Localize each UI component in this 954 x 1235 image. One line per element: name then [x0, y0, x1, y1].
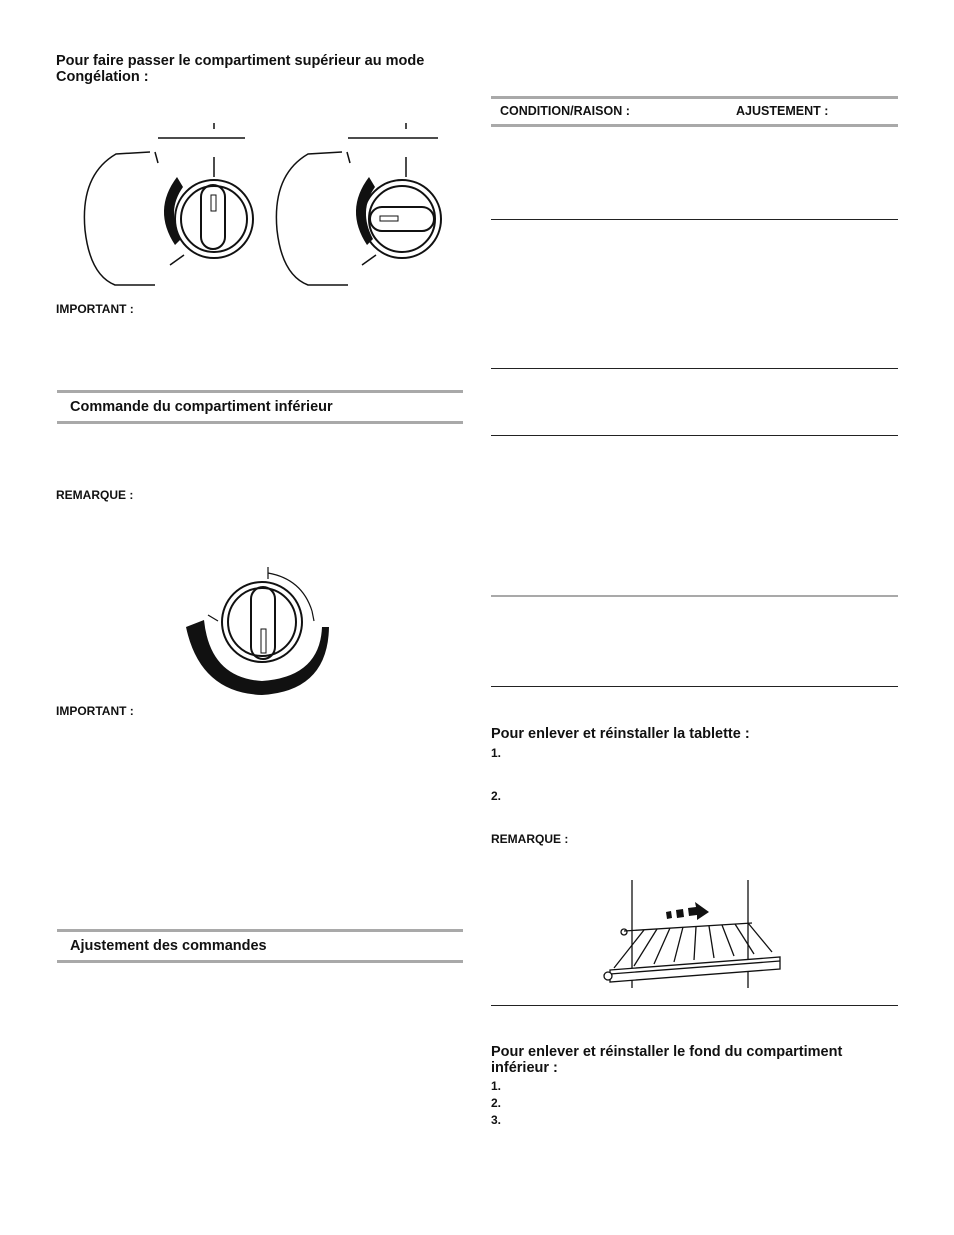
lower-control-dial-figure — [180, 565, 340, 700]
floor-heading-line2: inférieur : — [491, 1060, 558, 1076]
important-label-2: IMPORTANT : — [56, 704, 134, 718]
freeze-heading-line2: Congélation : — [56, 69, 149, 85]
adjustment-header: AJUSTEMENT : — [736, 104, 829, 118]
lower-control-title: Commande du compartiment inférieur — [70, 399, 333, 415]
upper-control-dials-figure — [80, 115, 450, 290]
important-label-1: IMPORTANT : — [56, 302, 134, 316]
table-row-divider — [491, 368, 898, 369]
adjust-section-bar — [57, 929, 463, 963]
table-bottom-rule — [491, 686, 898, 687]
shelf-step-1: 1. — [491, 746, 502, 760]
remarque-label-1: REMARQUE : — [56, 488, 134, 502]
condition-header: CONDITION/RAISON : — [500, 104, 630, 118]
shelf-heading: Pour enlever et réinstaller la tablette : — [491, 726, 750, 742]
adjustment-table-header — [491, 96, 898, 127]
lower-control-section-bar — [57, 390, 463, 424]
freeze-heading — [56, 53, 424, 85]
remarque-label-2: REMARQUE : — [491, 832, 569, 846]
adjust-title: Ajustement des commandes — [70, 938, 267, 954]
table-row-divider — [491, 435, 898, 436]
freeze-heading-line1: Pour faire passer le compartiment supérieur au mode — [56, 53, 425, 69]
table-row-divider — [491, 595, 898, 597]
floor-step-1: 1. — [491, 1079, 502, 1093]
table-row-divider — [491, 219, 898, 220]
floor-heading — [491, 1044, 842, 1076]
floor-heading-line1: Pour enlever et réinstaller le fond du compartiment — [491, 1044, 843, 1060]
floor-step-3: 3. — [491, 1113, 502, 1127]
floor-step-2: 2. — [491, 1096, 502, 1110]
shelf-step-2: 2. — [491, 789, 502, 803]
section-divider — [491, 1005, 898, 1006]
shelf-figure — [600, 880, 785, 990]
